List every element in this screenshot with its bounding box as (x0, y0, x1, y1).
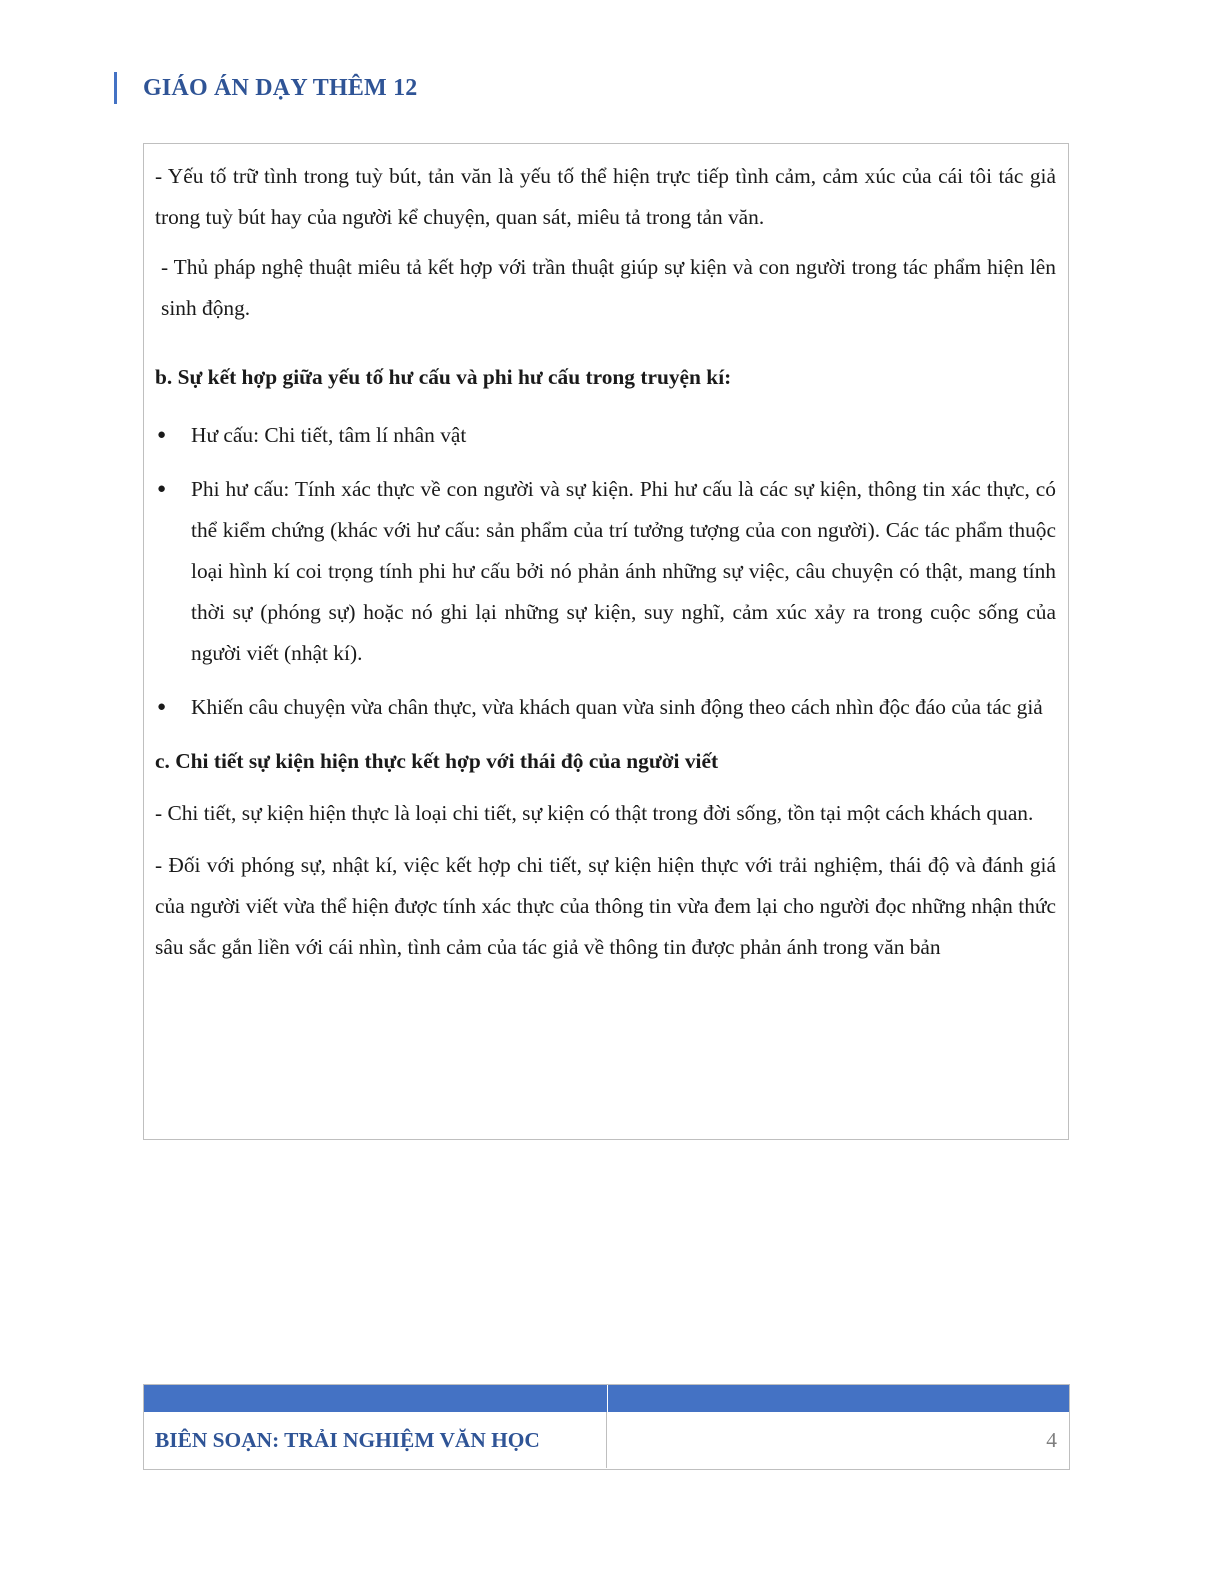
footer-row (144, 1412, 1069, 1468)
list-item (155, 469, 1056, 674)
section-b-list (155, 415, 1056, 728)
footer-author-label: BIÊN SOẠN: TRẢI NGHIỆM VĂN HỌC (144, 1412, 607, 1468)
footer-band-right (608, 1385, 1069, 1412)
list-item-text: Phi hư cấu: Tính xác thực về con người và sự kiện. Phi hư cấu là các sự kiện, thông tin xác thực, có thể kiểm chứng (khác với hư cấu: sản phẩm của trí tưởng tượng của con người). Các tác phẩm thuộc loại hình kí coi trọng tính phi hư cấu bởi nó phản ánh những sự việc, câu chuyện có thật, mang tính thời sự (phóng sự) hoặc nó ghi lại những sự kiện, suy nghĩ, cảm xúc xảy ra trong cuộc sống của người viết (nhật kí). (191, 477, 1056, 665)
page-footer (143, 1384, 1070, 1470)
page-header (114, 72, 417, 104)
list-item (155, 687, 1056, 728)
section-c-heading: c. Chi tiết sự kiện hiện thực kết hợp với thái độ của người viết (155, 749, 719, 773)
intro-paragraph: - Yếu tố trữ tình trong tuỳ bút, tản văn là yếu tố thể hiện trực tiếp tình cảm, cảm xúc của cái tôi tác giả trong tuỳ bút hay của người kể chuyện, quan sát, miêu tả trong tản văn. (155, 164, 1056, 229)
bullet-icon: ● (157, 427, 167, 443)
section-b-heading: b. Sự kết hợp giữa yếu tố hư cấu và phi hư cấu trong truyện kí: (155, 365, 732, 389)
technique-paragraph: - Thủ pháp nghệ thuật miêu tả kết hợp với trần thuật giúp sự kiện và con người trong tác phẩm hiện lên sinh động. (161, 255, 1056, 320)
bullet-icon: ● (157, 699, 167, 715)
list-item-text: Khiến câu chuyện vừa chân thực, vừa khách quan vừa sinh động theo cách nhìn độc đáo của tác giả (191, 695, 1043, 719)
footer-band (144, 1385, 1069, 1412)
document-title: GIÁO ÁN DẠY THÊM 12 (143, 74, 418, 101)
section-c-paragraph-1: - Chi tiết, sự kiện hiện thực là loại chi tiết, sự kiện có thật trong đời sống, tồn tại một cách khách quan. (155, 801, 1034, 825)
content-box (143, 143, 1069, 1140)
footer-band-left (144, 1385, 608, 1412)
section-c-paragraph-2: - Đối với phóng sự, nhật kí, việc kết hợp chi tiết, sự kiện hiện thực với trải nghiệm, thái độ và đánh giá của người viết vừa thể hiện được tính xác thực của thông tin vừa đem lại cho người đọc những nhận thức sâu sắc gắn liền với cái nhìn, tình cảm của tác giả về thông tin được phản ánh trong văn bản (155, 853, 1056, 959)
list-item (155, 415, 1056, 456)
bullet-icon: ● (157, 481, 167, 497)
list-item-text: Hư cấu: Chi tiết, tâm lí nhân vật (191, 423, 467, 447)
page-number: 4 (1046, 1427, 1057, 1452)
